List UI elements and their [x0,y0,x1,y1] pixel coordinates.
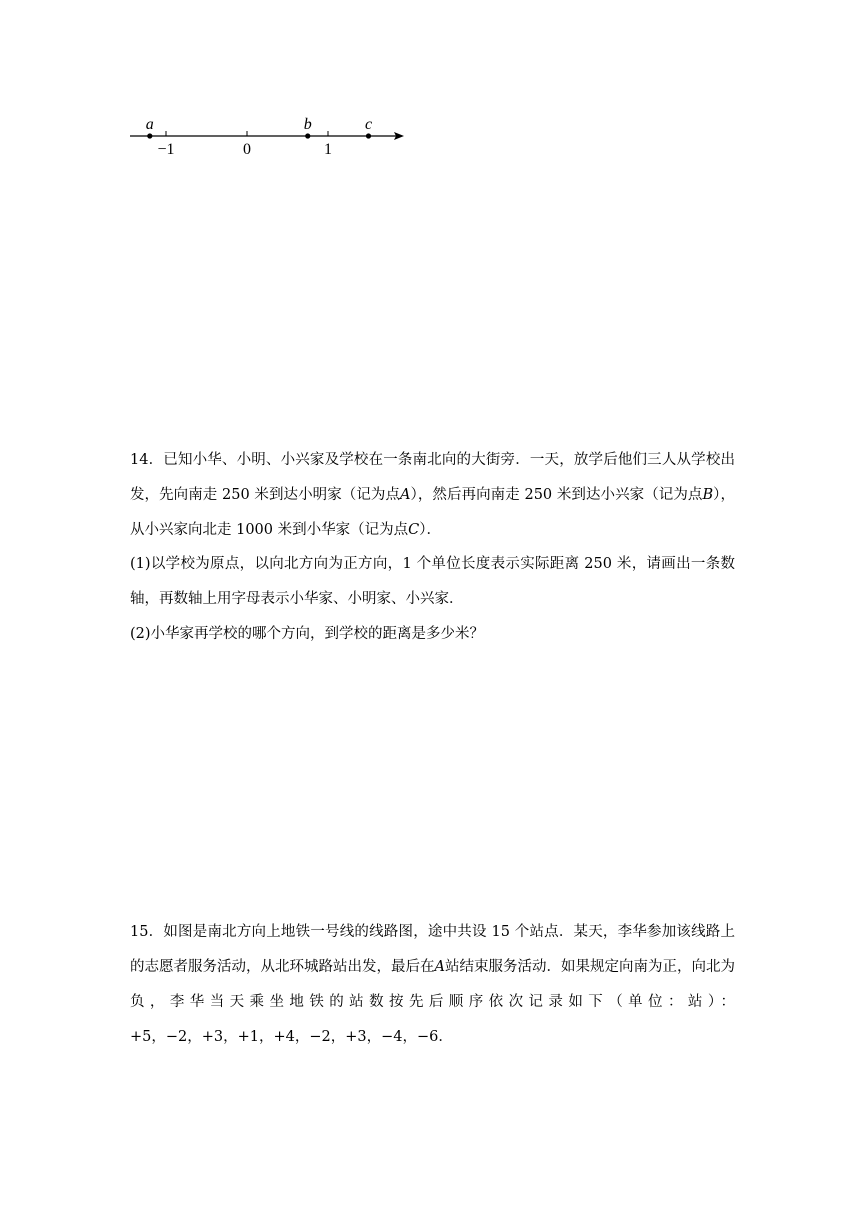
number-line-figure [120,108,420,168]
question-15-text [130,915,735,1055]
station-a-label: A [434,959,445,975]
question-15-text-2: 站结束服务活动．如果规定向南为正，向北为负，李华当天乘坐地铁的站数按先后顺序依次记录如下（单位：站）：+5，−2，+3，+1，+4，−2，+3，−4，−6． [130,959,736,1045]
point-c-label: C [408,522,420,538]
question-15-text-1: 如图是南北方向上地铁一号线的线路图，途中共设 15 个站点．某天，李华参加该线路上的志愿者服务活动，从北环城路站出发，最后在 [130,924,736,975]
question-14-text-1: 已知小华、小明、小兴家及学校在一条南北向的大街旁．一天，放学后他们三人从学校出发，先向南走 250 米到达小明家（记为点 [130,452,735,503]
tick-label: 0 [243,141,251,158]
point-c-label: c [364,116,373,133]
point-a-label: a [145,116,154,133]
question-14-part-2: (2)小华家再学校的哪个方向，到学校的距离是多少米？ [130,626,485,642]
point-a-dot [147,133,152,138]
point-b-dot [305,133,310,138]
tick-label: 1 [324,141,332,158]
point-a-label: A [400,487,411,503]
question-14-text-2: ），然后再向南走 250 米到达小兴家（记为点 [410,487,703,503]
point-b-label: B [702,487,714,503]
tick-label: −1 [157,141,175,158]
point-c-dot [366,133,371,138]
question-14-text-3: ），从小兴家向北走 1000 米到小华家（记为点 [130,487,735,538]
question-14-intro [130,443,735,548]
question-14-part-1: (1)以学校为原点，以向北方向为正方向，1 个单位长度表示实际距离 250 米，请画出一条数轴，再数轴上用字母表示小华家、小明家、小兴家． [130,556,735,607]
point-b-label: b [303,116,312,133]
question-14-text-4: ）． [419,522,441,538]
question-15-number: 15． [130,924,164,940]
question-14-number: 14． [130,452,164,468]
